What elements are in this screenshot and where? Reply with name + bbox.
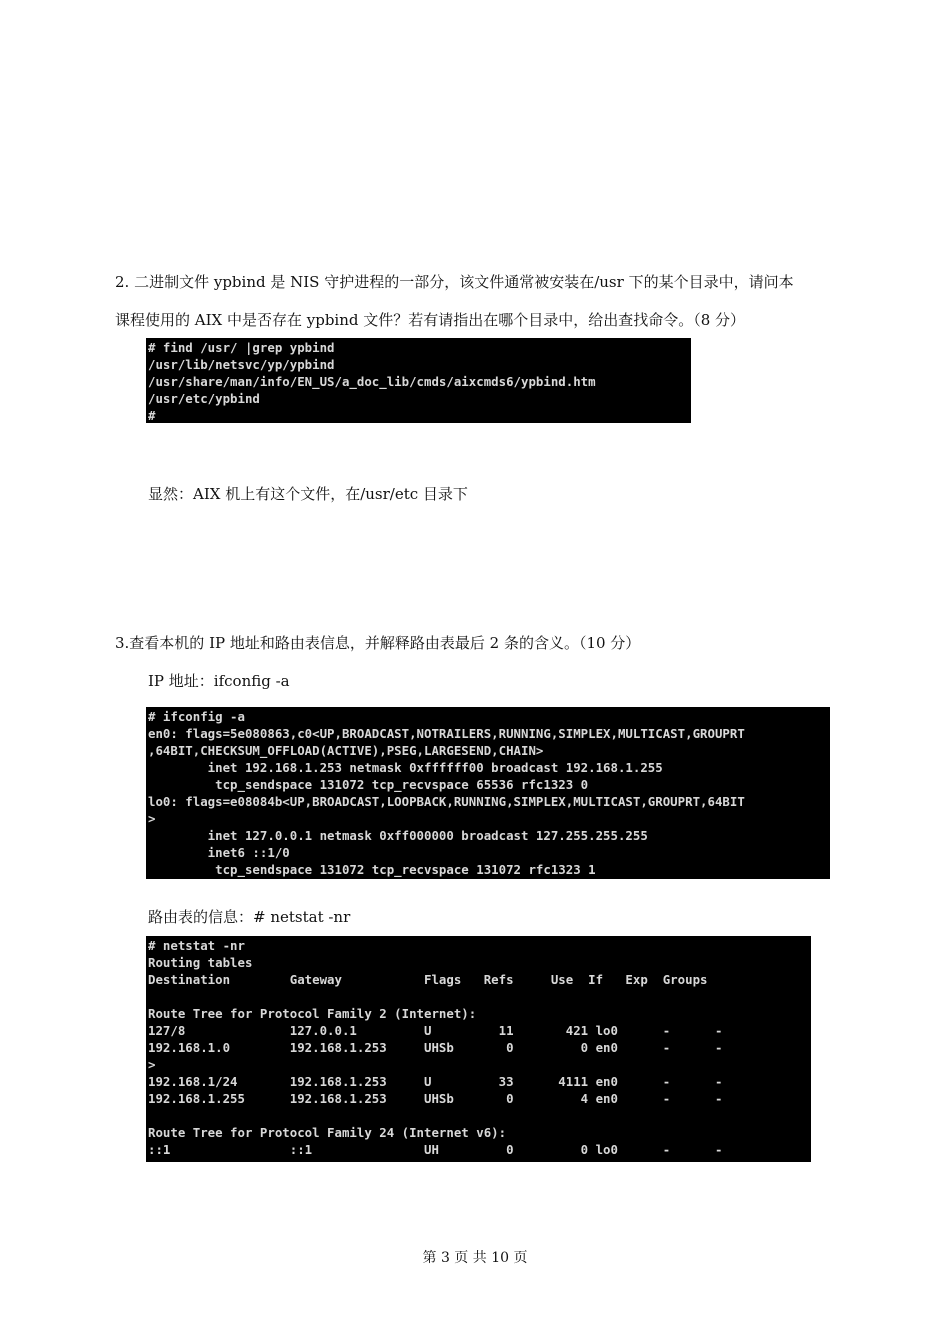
terminal-line: Destination Gateway Flags Refs Use If Exp Groups [148,972,708,987]
terminal-line: tcp_sendspace 131072 tcp_recvspace 65536 rfc1323 0 [148,777,589,792]
terminal-line [148,988,811,1005]
q2-line-1: 2. 二进制文件 ypbind 是 NIS 守护进程的一部分，该文件通常被安装在/usr 下的某个目录中，请问本 [115,273,794,291]
terminal-line: 192.168.1.0 192.168.1.253 UHSb 0 0 en0 - - [148,1040,723,1055]
terminal-line: 192.168.1/24 192.168.1.253 U 33 4111 en0 - - [148,1074,723,1089]
q2-line-2: 课程使用的 AIX 中是否存在 ypbind 文件？若有请指出在哪个目录中，给出查找命令。（8 分） [115,311,746,329]
terminal-find [146,338,691,423]
route-label: 路由表的信息：# netstat -nr [148,908,351,926]
terminal-line: 127/8 127.0.0.1 U 11 421 lo0 - - [148,1023,723,1038]
terminal-line: ::1 ::1 UH 0 0 lo0 - - [148,1142,723,1157]
terminal-line: 192.168.1.255 192.168.1.253 UHSb 0 4 en0 - - [148,1091,723,1106]
terminal-line: en0: flags=5e080863,c0<UP,BROADCAST,NOTRAILERS,RUNNING,SIMPLEX,MULTICAST,GROUPRT [148,726,745,741]
terminal-line: Route Tree for Protocol Family 24 (Internet v6): [148,1125,507,1140]
terminal-line: ,64BIT,CHECKSUM_OFFLOAD(ACTIVE),PSEG,LARGESEND,CHAIN> [148,743,544,758]
q2-answer: 显然：AIX 机上有这个文件，在/usr/etc 目录下 [148,485,468,503]
terminal-line: inet 192.168.1.253 netmask 0xffffff00 broadcast 192.168.1.255 [148,760,663,775]
terminal-line: tcp_sendspace 131072 tcp_recvspace 131072 rfc1323 1 [148,862,596,877]
terminal-line: /usr/etc/ypbind [148,391,260,406]
terminal-line: lo0: flags=e08084b<UP,BROADCAST,LOOPBACK,RUNNING,SIMPLEX,MULTICAST,GROUPRT,64BIT [148,794,745,809]
terminal-line: /usr/share/man/info/EN_US/a_doc_lib/cmds/aixcmds6/ypbind.htm [148,374,596,389]
terminal-line: # [148,408,156,423]
terminal-ifconfig [146,707,830,879]
terminal-line: Routing tables [148,955,253,970]
terminal-line: # ifconfig -a [148,709,245,724]
terminal-line [148,1107,811,1124]
terminal-line: # find /usr/ |grep ypbind [148,340,335,355]
page-footer: 第 3 页 共 10 页 [422,1250,528,1266]
terminal-netstat [146,936,811,1162]
terminal-line: Route Tree for Protocol Family 2 (Internet): [148,1006,477,1021]
q3-question: 3.查看本机的 IP 地址和路由表信息，并解释路由表最后 2 条的含义。（10 分） [115,634,641,652]
terminal-line: > [148,1057,156,1072]
terminal-line: inet 127.0.0.1 netmask 0xff000000 broadcast 127.255.255.255 [148,828,648,843]
ip-label: IP 地址：ifconfig -a [148,672,290,690]
terminal-line: # netstat -nr [148,938,245,953]
terminal-line: > [148,811,156,826]
terminal-line: /usr/lib/netsvc/yp/ypbind [148,357,335,372]
terminal-line: inet6 ::1/0 [148,845,290,860]
